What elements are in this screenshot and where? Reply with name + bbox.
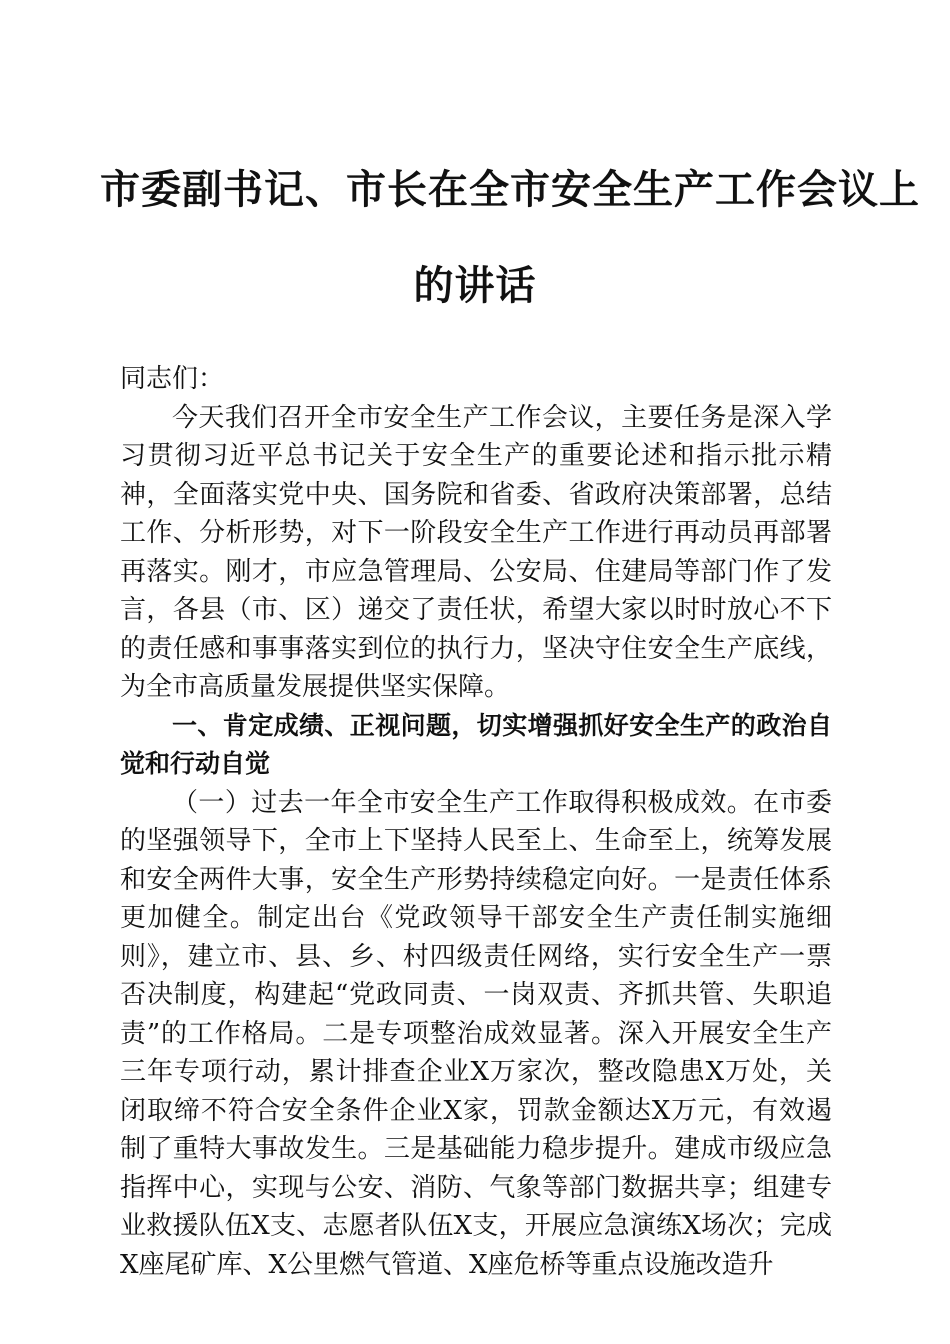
paragraph-achievements: （一）过去一年全市安全生产工作取得积极成效。在市委的坚强领导下，全市上下坚持人民至上、生命至上，统筹发展和安全两件大事，安全生产形势持续稳定向好。一是责任体系更加健全。制定出台《党政领导干部安全生产责任制实施细则》，建立市、县、乡、村四级责任网络，实行安全生产一票否决制度，构建起“党政同责、一岗双责、齐抓共管、失职追责”的工作格局。二是专项整治成效显著。深入开展安全生产三年专项行动，累计排查企业X万家次，整改隐患X万处，关闭取缔不符合安全条件企业X家，罚款金额达X万元，有效遏制了重特大事故发生。三是基础能力稳步提升。建成市级应急指挥中心，实现与公安、消防、气象等部门数据共享；组建专业救援队伍X支、志愿者队伍X支，开展应急演练X场次；完成X座尾矿库、X公里燃气管道、X座危桥等重点设施改造升 bbox=[120, 787, 832, 1280]
section-heading-1: 一、肯定成绩、正视问题，切实增强抓好安全生产的政治自觉和行动自觉 bbox=[120, 710, 832, 778]
document-title-line-1: 市委副书记、市长在全市安全生产工作会议上 bbox=[100, 166, 920, 213]
salutation: 同志们： bbox=[120, 364, 225, 394]
document-title-line-2: 的讲话 bbox=[413, 262, 537, 309]
document-body bbox=[120, 360, 832, 1284]
paragraph-intro: 今天我们召开全市安全生产工作会议，主要任务是深入学习贯彻习近平总书记关于安全生产的重要论述和指示批示精神，全面落实党中央、国务院和省委、省政府决策部署，总结工作、分析形势，对下一阶段安全生产工作进行再动员再部署再落实。刚才，市应急管理局、公安局、住建局等部门作了发言，各县（市、区）递交了责任状，希望大家以时时放心不下的责任感和事事落实到位的执行力，坚决守住安全生产底线，为全市高质量发展提供坚实保障。 bbox=[120, 402, 832, 702]
